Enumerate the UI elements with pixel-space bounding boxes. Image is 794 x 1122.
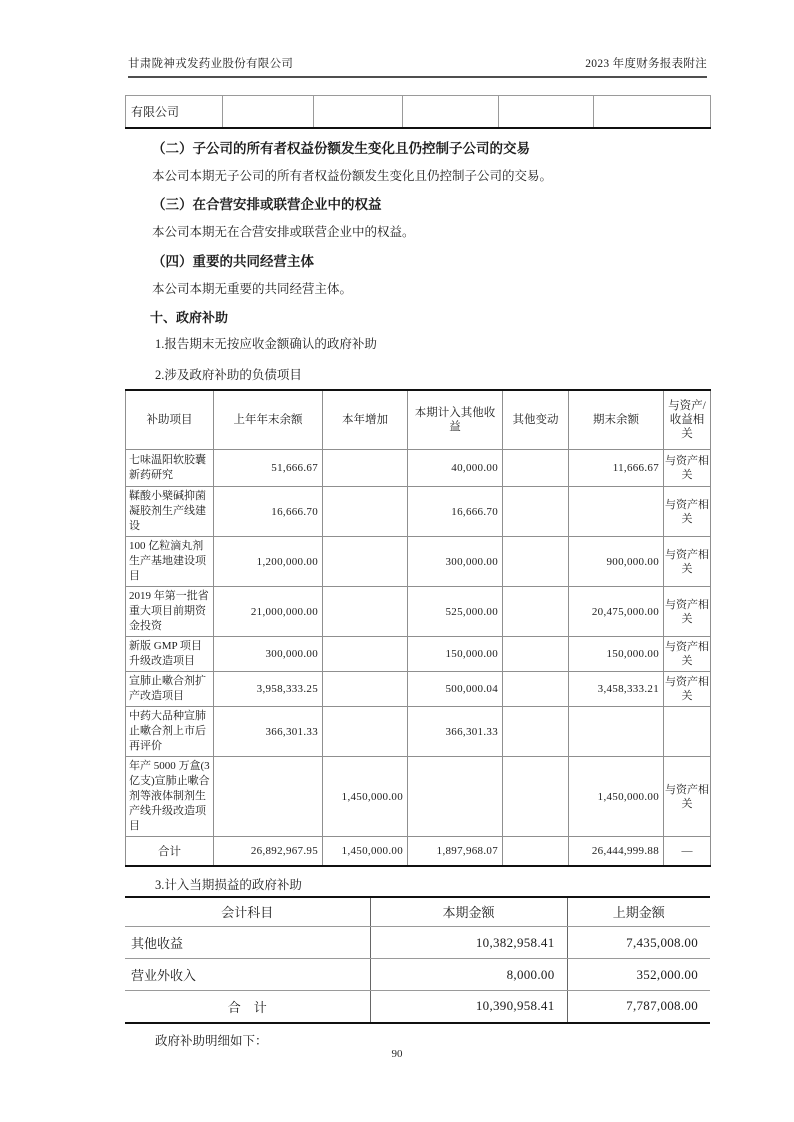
carryover-cell — [223, 96, 314, 128]
amount-cell: 20,475,000.00 — [569, 587, 664, 637]
amount-cell: 150,000.00 — [569, 637, 664, 672]
amount-cell: 16,666.70 — [408, 487, 503, 537]
carryover-table — [125, 95, 711, 129]
amount-cell — [323, 637, 408, 672]
pl-row — [125, 959, 710, 991]
project-name-cell: 100 亿粒滴丸剂生产基地建设项目 — [126, 537, 214, 587]
col-header-other-changes: 其他变动 — [503, 390, 569, 450]
amount-cell — [503, 450, 569, 487]
amount-cell — [323, 672, 408, 707]
subsidy-row — [126, 672, 711, 707]
section-heading-4: （四）重要的共同经营主体 — [152, 253, 314, 269]
account-name-cell: 营业外收入 — [125, 959, 370, 991]
amount-cell: 300,000.00 — [408, 537, 503, 587]
col-header-prior-balance: 上年年末余额 — [214, 390, 323, 450]
total-related-cell: — — [664, 837, 711, 866]
amount-cell — [323, 587, 408, 637]
section-body-3: 本公司本期无在合营安排或联营企业中的权益。 — [152, 224, 415, 239]
amount-cell: 1,200,000.00 — [214, 537, 323, 587]
total-label-cell: 合计 — [126, 837, 214, 866]
col-header-prior-amount: 上期金额 — [567, 897, 710, 927]
amount-cell — [323, 537, 408, 587]
carryover-cell: 有限公司 — [126, 96, 223, 128]
project-name-cell: 年产 5000 万盒(3 亿支)宣肺止嗽合剂等液体制剂生产线升级改造项目 — [126, 757, 214, 837]
project-name-cell: 新版 GMP 项目升级改造项目 — [126, 637, 214, 672]
amount-cell: 40,000.00 — [408, 450, 503, 487]
related-type-cell: 与资产相关 — [664, 487, 711, 537]
carryover-cell — [314, 96, 403, 128]
subsidy-row — [126, 757, 711, 837]
page-header — [128, 55, 707, 78]
amount-cell: 300,000.00 — [214, 637, 323, 672]
section-heading-2: （二）子公司的所有者权益份额发生变化且仍控制子公司的交易 — [152, 140, 530, 156]
carryover-cell — [499, 96, 594, 128]
col-header-account: 会计科目 — [125, 897, 370, 927]
header-company-name: 甘肃陇神戎发药业股份有限公司 — [128, 58, 294, 70]
subsidy-row — [126, 450, 711, 487]
amount-cell — [569, 707, 664, 757]
project-name-cell: 鞣酸小檗碱抑菌凝胶剂生产线建设 — [126, 487, 214, 537]
pl-subsidy-table — [125, 896, 710, 1024]
project-name-cell: 2019 年第一批省重大项目前期资金投资 — [126, 587, 214, 637]
subsidy-header-row — [126, 390, 711, 450]
project-name-cell: 宣肺止嗽合剂扩产改造项目 — [126, 672, 214, 707]
section-body-4: 本公司本期无重要的共同经营主体。 — [152, 281, 353, 296]
total-amount-cell: 7,787,008.00 — [626, 998, 698, 1014]
amount-cell: 3,958,333.25 — [214, 672, 323, 707]
header-doc-title: 2023 年度财务报表附注 — [585, 58, 707, 70]
amount-cell — [503, 587, 569, 637]
pl-total-row — [125, 991, 710, 1023]
amount-cell — [323, 450, 408, 487]
related-type-cell: 与资产相关 — [664, 587, 711, 637]
amount-cell — [569, 487, 664, 537]
total-amount-cell: 1,897,968.07 — [408, 837, 503, 866]
col-header-current-amount: 本期金额 — [370, 897, 567, 927]
amount-cell: 7,435,008.00 — [567, 927, 710, 959]
page-number: 90 — [391, 1048, 403, 1060]
amount-cell: 366,301.33 — [408, 707, 503, 757]
subsidy-row — [126, 587, 711, 637]
total-amount-cell — [503, 837, 569, 866]
total-label-cell: 合 计 — [125, 991, 370, 1023]
amount-cell: 51,666.67 — [214, 450, 323, 487]
amount-cell — [503, 672, 569, 707]
amount-cell: 16,666.70 — [214, 487, 323, 537]
gov-subsidy-item-3: 3.计入当期损益的政府补助 — [155, 877, 302, 892]
amount-cell — [214, 757, 323, 837]
amount-cell: 1,450,000.00 — [323, 757, 408, 837]
col-header-other-income: 本期计入其他收益 — [408, 390, 503, 450]
subsidy-row — [126, 487, 711, 537]
amount-cell: 352,000.00 — [567, 959, 710, 991]
amount-cell — [323, 487, 408, 537]
subsidy-row — [126, 707, 711, 757]
subsidy-detail-note: 政府补助明细如下： — [155, 1033, 268, 1048]
pl-row — [125, 927, 710, 959]
carryover-cell — [594, 96, 711, 128]
subsidy-row — [126, 537, 711, 587]
amount-cell — [503, 707, 569, 757]
section-heading-10: 十、政府补助 — [150, 309, 229, 325]
related-type-cell: 与资产相关 — [664, 672, 711, 707]
related-type-cell — [664, 707, 711, 757]
gov-subsidy-item-2: 2.涉及政府补助的负债项目 — [155, 367, 302, 382]
related-type-cell: 与资产相关 — [664, 637, 711, 672]
related-type-cell: 与资产相关 — [664, 537, 711, 587]
subsidy-total-row — [126, 837, 711, 866]
amount-cell — [323, 707, 408, 757]
section-heading-3: （三）在合营安排或联营企业中的权益 — [152, 196, 382, 212]
related-type-cell: 与资产相关 — [664, 450, 711, 487]
subsidy-liability-table — [125, 389, 711, 867]
carryover-cell — [403, 96, 499, 128]
amount-cell: 21,000,000.00 — [214, 587, 323, 637]
col-header-ending-balance: 期末余额 — [569, 390, 664, 450]
section-body-2: 本公司本期无子公司的所有者权益份额发生变化且仍控制子公司的交易。 — [152, 168, 553, 183]
amount-cell: 3,458,333.21 — [569, 672, 664, 707]
project-name-cell: 七味温阳软胶囊新药研究 — [126, 450, 214, 487]
amount-cell — [408, 757, 503, 837]
amount-cell: 525,000.00 — [408, 587, 503, 637]
amount-cell: 150,000.00 — [408, 637, 503, 672]
amount-cell: 8,000.00 — [370, 959, 567, 991]
amount-cell — [503, 637, 569, 672]
total-amount-cell: 1,450,000.00 — [323, 837, 408, 866]
col-header-asset-income-related: 与资产/收益相关 — [664, 390, 711, 450]
amount-cell — [503, 487, 569, 537]
related-type-cell: 与资产相关 — [664, 757, 711, 837]
amount-cell: 1,450,000.00 — [569, 757, 664, 837]
amount-cell: 11,666.67 — [569, 450, 664, 487]
total-amount-cell: 26,892,967.95 — [214, 837, 323, 866]
amount-cell: 366,301.33 — [214, 707, 323, 757]
project-name-cell: 中药大品种宣肺止嗽合剂上市后再评价 — [126, 707, 214, 757]
total-amount-cell: 10,390,958.41 — [370, 991, 567, 1023]
subsidy-row — [126, 637, 711, 672]
amount-cell — [503, 537, 569, 587]
pl-header-row — [125, 897, 710, 927]
col-header-project: 补助项目 — [126, 390, 214, 450]
amount-cell: 10,382,958.41 — [370, 927, 567, 959]
amount-cell: 900,000.00 — [569, 537, 664, 587]
carryover-row — [126, 96, 711, 128]
total-amount-cell: 26,444,999.88 — [569, 837, 664, 866]
account-name-cell: 其他收益 — [125, 927, 370, 959]
amount-cell — [503, 757, 569, 837]
gov-subsidy-item-1: 1.报告期末无按应收金额确认的政府补助 — [155, 336, 377, 351]
amount-cell: 500,000.04 — [408, 672, 503, 707]
col-header-increase: 本年增加 — [323, 390, 408, 450]
